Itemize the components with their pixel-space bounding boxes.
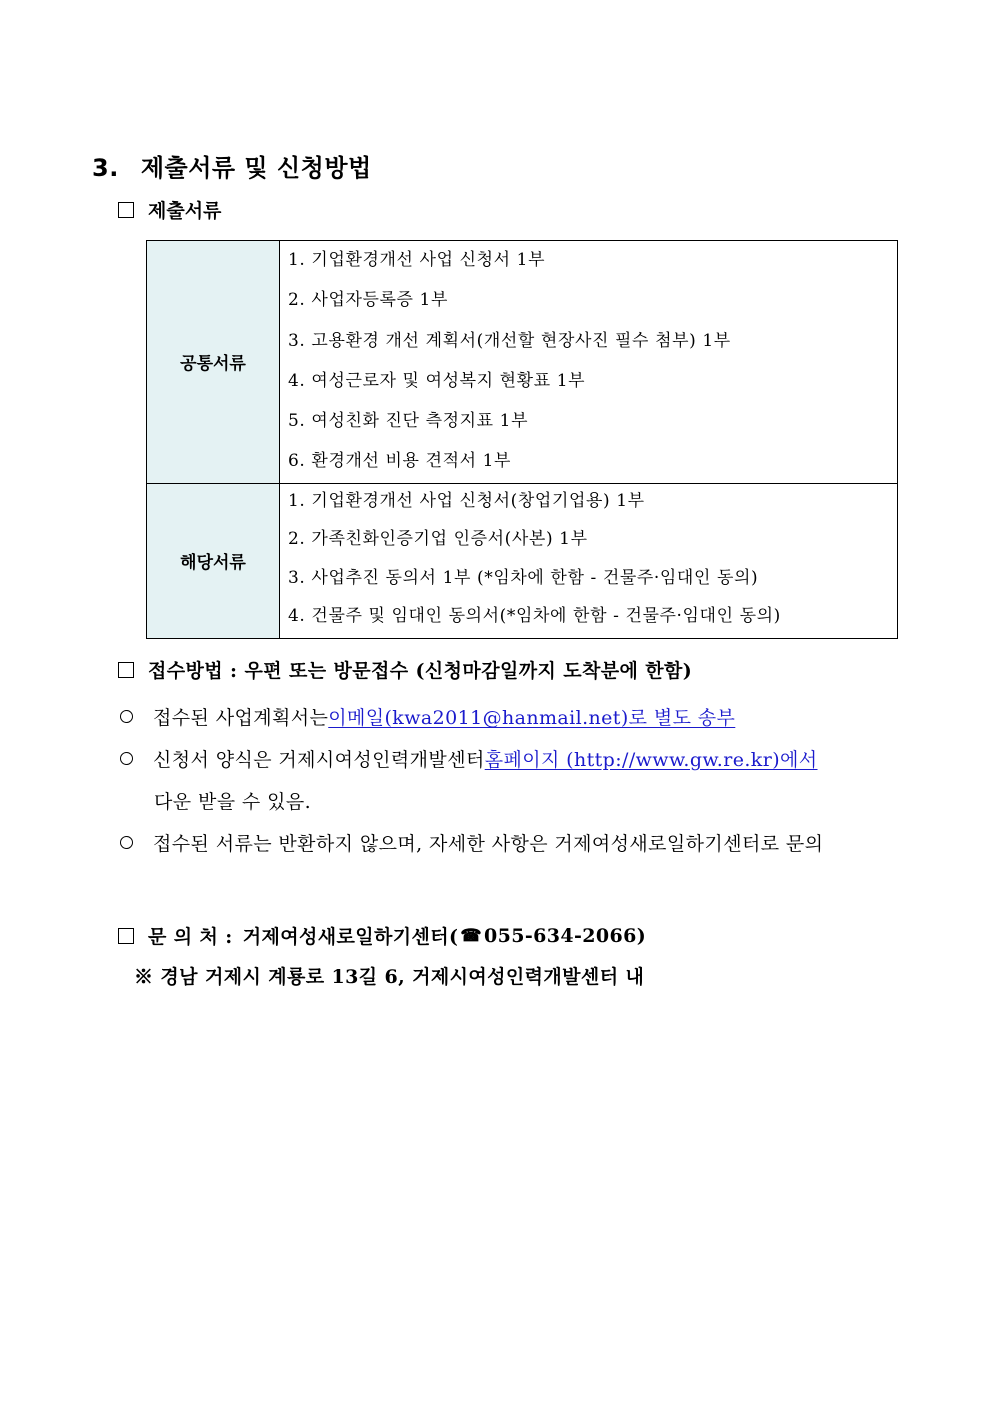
table-row	[147, 241, 898, 484]
circle-bullet-icon	[120, 752, 133, 765]
contact-line	[118, 922, 646, 949]
submit-docs-title: 제출서류	[148, 200, 222, 222]
section-heading	[92, 148, 372, 183]
bullet-email	[120, 703, 735, 730]
list-item: 2. 사업자등록증 1부	[288, 290, 448, 311]
bullet-text: 다운 받을 수 있음.	[154, 791, 312, 813]
list-item: 5. 여성친화 진단 측정지표 1부	[288, 411, 529, 432]
list-item: 1. 기업환경개선 사업 신청서 1부	[288, 250, 546, 270]
category-cell: 공통서류	[147, 241, 280, 484]
checkbox-square-icon	[118, 928, 134, 944]
receipt-text: 접수방법 : 우편 또는 방문접수 (신청마감일까지 도착분에 한함)	[148, 660, 693, 682]
receipt-method	[118, 656, 692, 683]
phone-icon: ☎	[460, 925, 482, 946]
homepage-link[interactable]: 홈페이지 (http://www.gw.re.kr)에서	[484, 749, 818, 771]
contact-phone: 055-634-2066)	[484, 924, 647, 947]
checkbox-square-icon	[118, 202, 134, 218]
bullet-homepage-continued	[154, 787, 311, 814]
list-item: 2. 가족친화인증기업 인증서(사본) 1부	[288, 529, 588, 550]
circle-bullet-icon	[120, 836, 133, 849]
documents-table	[146, 240, 898, 639]
bullet-text: 접수된 사업계획서는	[153, 707, 329, 729]
contact-name: 거제여성새로일하기센터(	[242, 926, 459, 948]
contact-label: 문 의 처 :	[148, 926, 233, 948]
bullet-text: 접수된 서류는 반환하지 않으며, 자세한 사항은 거제여성새로일하기센터로 문의	[153, 833, 824, 855]
list-item: 3. 사업추진 동의서 1부 (*임차에 한함 - 건물주·임대인 동의)	[288, 567, 759, 588]
list-item: 1. 기업환경개선 사업 신청서(창업기업용) 1부	[288, 490, 645, 511]
items-cell	[280, 483, 898, 638]
list-item: 4. 건물주 및 임대인 동의서(*임차에 한함 - 건물주·임대인 동의)	[288, 606, 781, 627]
bullet-text: 신청서 양식은 거제시여성인력개발센터	[153, 749, 485, 771]
circle-bullet-icon	[120, 710, 133, 723]
list-item: 4. 여성근로자 및 여성복지 현황표 1부	[288, 370, 586, 391]
checkbox-square-icon	[118, 662, 134, 678]
address-text: ※ 경남 거제시 계룡로 13길 6, 거제시여성인력개발센터 내	[134, 966, 645, 988]
section-title: 제출서류 및 신청방법	[140, 154, 372, 182]
section-number: 3.	[92, 154, 119, 182]
list-item: 3. 고용환경 개선 계획서(개선할 현장사진 필수 첨부) 1부	[288, 330, 731, 351]
table-row	[147, 483, 898, 638]
list-item: 6. 환경개선 비용 견적서 1부	[288, 451, 512, 472]
items-cell	[280, 241, 898, 484]
submit-docs-subheading	[118, 196, 221, 223]
bullet-return	[120, 829, 823, 856]
bullet-homepage	[120, 745, 818, 772]
category-cell: 해당서류	[147, 483, 280, 638]
email-link[interactable]: 이메일(kwa2011@hanmail.net)로 별도 송부	[328, 707, 736, 729]
address-line	[134, 962, 644, 989]
